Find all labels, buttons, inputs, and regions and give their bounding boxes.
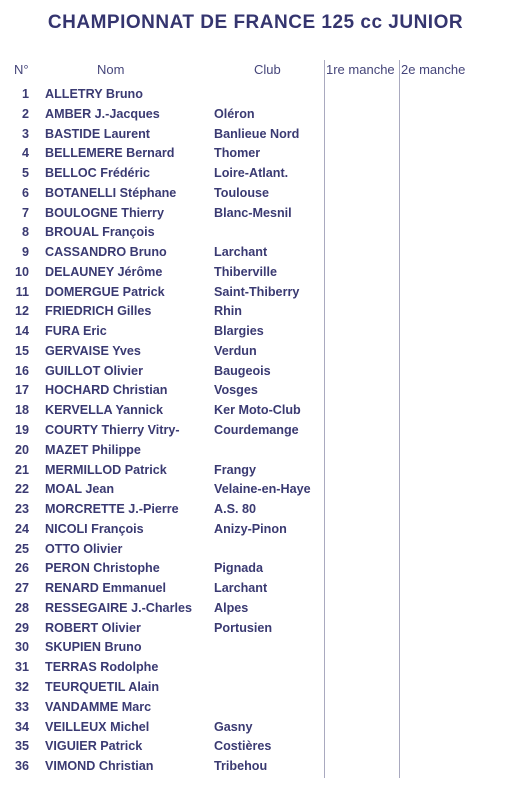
header-number: N° xyxy=(14,62,29,77)
rider-name: AMBER J.-Jacques xyxy=(45,106,160,121)
rider-row xyxy=(0,184,511,204)
rider-row xyxy=(0,381,511,401)
rider-club: Larchant xyxy=(214,245,268,260)
rider-number: 35 xyxy=(14,739,29,754)
rider-number: 12 xyxy=(14,304,29,319)
rider-name: TEURQUETIL Alain xyxy=(45,679,160,694)
rider-club: Courdemange xyxy=(214,423,299,438)
rider-name: MAZET Philippe xyxy=(45,442,141,457)
rider-name: MORCRETTE J.-Pierre xyxy=(45,502,179,517)
rider-number: 31 xyxy=(14,660,29,675)
rider-number: 1 xyxy=(21,87,29,101)
rider-number: 8 xyxy=(21,225,29,240)
rider-number: 21 xyxy=(14,462,29,477)
rider-list xyxy=(0,85,511,777)
rider-club: Oléron xyxy=(214,106,255,121)
rider-row xyxy=(0,322,511,342)
rider-row xyxy=(0,263,511,283)
rider-row xyxy=(0,480,511,500)
rider-number: 9 xyxy=(21,245,29,260)
rider-row xyxy=(0,204,511,224)
rider-row xyxy=(0,559,511,579)
rider-club: Loire-Atlant. xyxy=(214,166,289,181)
rider-number: 26 xyxy=(14,561,29,576)
rider-name: BROUAL François xyxy=(45,225,155,240)
rider-name: HOCHARD Christian xyxy=(45,383,168,398)
rider-club: Tribehou xyxy=(214,759,268,774)
rider-number: 24 xyxy=(14,521,29,536)
rider-number: 3 xyxy=(21,126,29,141)
rider-club: Verdun xyxy=(214,343,257,358)
rider-name: BOTANELLI Stéphane xyxy=(45,185,177,200)
header-name: Nom xyxy=(97,62,125,77)
rider-club: Thomer xyxy=(214,146,261,161)
rider-number: 6 xyxy=(21,185,29,200)
rider-name: DOMERGUE Patrick xyxy=(45,284,165,299)
rider-club: Pignada xyxy=(214,561,263,576)
rider-row xyxy=(0,658,511,678)
rider-name: FRIEDRICH Gilles xyxy=(45,304,152,319)
rider-row xyxy=(0,85,511,105)
rider-name: VEILLEUX Michel xyxy=(45,719,150,734)
rider-number: 19 xyxy=(14,423,29,438)
rider-number: 28 xyxy=(14,600,29,615)
rider-row xyxy=(0,698,511,718)
rider-number: 27 xyxy=(14,581,29,596)
rider-name: GERVAISE Yves xyxy=(45,343,141,358)
rider-row xyxy=(0,243,511,263)
rider-row xyxy=(0,362,511,382)
rider-number: 29 xyxy=(14,620,29,635)
rider-row xyxy=(0,461,511,481)
rider-row xyxy=(0,718,511,738)
rider-row xyxy=(0,500,511,520)
rider-club: Portusien xyxy=(214,620,273,635)
rider-row xyxy=(0,125,511,145)
rider-name: FURA Eric xyxy=(45,324,107,339)
rider-name: ROBERT Olivier xyxy=(45,620,141,635)
rider-club: Rhin xyxy=(214,304,242,319)
rider-club: Banlieue Nord xyxy=(214,126,300,141)
rider-row xyxy=(0,638,511,658)
rider-row xyxy=(0,105,511,125)
rider-club: Toulouse xyxy=(214,185,270,200)
rider-name: BELLOC Frédéric xyxy=(45,166,150,181)
rider-row xyxy=(0,342,511,362)
rider-number: 25 xyxy=(14,541,29,556)
rider-club: Baugeois xyxy=(214,363,271,378)
rider-name: COURTY Thierry Vitry- xyxy=(45,423,180,438)
rider-name: NICOLI François xyxy=(45,521,144,536)
rider-name: MERMILLOD Patrick xyxy=(45,462,167,477)
rider-club: Alpes xyxy=(214,600,249,615)
rider-row xyxy=(0,223,511,243)
rider-club: Blargies xyxy=(214,324,264,339)
rider-club: Ker Moto-Club xyxy=(214,403,301,418)
rider-club: Saint-Thiberry xyxy=(214,284,300,299)
rider-club: Larchant xyxy=(214,581,268,596)
rider-name: BELLEMERE Bernard xyxy=(45,146,175,161)
rider-row xyxy=(0,401,511,421)
rider-name: BOULOGNE Thierry xyxy=(45,205,164,220)
header-club: Club xyxy=(254,62,281,77)
rider-row xyxy=(0,441,511,461)
rider-row xyxy=(0,737,511,757)
rider-number: 16 xyxy=(14,363,29,378)
rider-number: 4 xyxy=(21,146,29,161)
rider-name: ALLETRY Bruno xyxy=(45,87,143,101)
rider-number: 17 xyxy=(14,383,29,398)
rider-club: Blanc-Mesnil xyxy=(214,205,292,220)
rider-club: Thiberville xyxy=(214,264,277,279)
rider-number: 14 xyxy=(14,324,29,339)
rider-number: 18 xyxy=(14,403,29,418)
rider-number: 20 xyxy=(14,442,29,457)
rider-row xyxy=(0,144,511,164)
rider-name: VIMOND Christian xyxy=(45,759,154,774)
rider-number: 33 xyxy=(14,699,29,714)
rider-row xyxy=(0,540,511,560)
rider-club: Velaine-en-Haye xyxy=(214,482,311,497)
header-second-heat: 2e manche xyxy=(401,62,466,77)
rider-name: SKUPIEN Bruno xyxy=(45,640,142,655)
page-title: CHAMPIONNAT DE FRANCE 125 cc JUNIOR xyxy=(47,12,464,33)
rider-name: DELAUNEY Jérôme xyxy=(45,264,163,279)
rider-row xyxy=(0,757,511,777)
rider-name: OTTO Olivier xyxy=(45,541,123,556)
rider-name: PERON Christophe xyxy=(45,561,160,576)
rider-number: 22 xyxy=(14,482,29,497)
header-first-heat: 1re manche xyxy=(326,62,395,77)
rider-name: CASSANDRO Bruno xyxy=(45,245,167,260)
rider-name: GUILLOT Olivier xyxy=(45,363,143,378)
rider-club: Gasny xyxy=(214,719,253,734)
rider-row xyxy=(0,520,511,540)
rider-club: Vosges xyxy=(214,383,258,398)
rider-name: RESSEGAIRE J.-Charles xyxy=(45,600,192,615)
rider-row xyxy=(0,164,511,184)
rider-name: RENARD Emmanuel xyxy=(45,581,167,596)
rider-number: 30 xyxy=(14,640,29,655)
rider-name: KERVELLA Yannick xyxy=(45,403,164,418)
rider-number: 7 xyxy=(21,205,29,220)
rider-number: 11 xyxy=(15,284,29,299)
rider-row xyxy=(0,302,511,322)
rider-row xyxy=(0,619,511,639)
rider-row xyxy=(0,599,511,619)
rider-row xyxy=(0,421,511,441)
rider-number: 2 xyxy=(21,106,29,121)
rider-number: 5 xyxy=(21,166,29,181)
rider-club: Frangy xyxy=(214,462,256,477)
rider-name: VIGUIER Patrick xyxy=(45,739,143,754)
rider-number: 10 xyxy=(14,264,29,279)
rider-number: 34 xyxy=(14,719,29,734)
rider-name: BASTIDE Laurent xyxy=(45,126,150,141)
rider-row xyxy=(0,283,511,303)
rider-row xyxy=(0,678,511,698)
rider-name: VANDAMME Marc xyxy=(45,699,152,714)
rider-club: A.S. 80 xyxy=(214,502,256,517)
rider-row xyxy=(0,579,511,599)
rider-number: 32 xyxy=(14,679,29,694)
rider-number: 23 xyxy=(14,502,29,517)
rider-number: 15 xyxy=(14,343,29,358)
rider-club: Costières xyxy=(214,739,272,754)
rider-name: TERRAS Rodolphe xyxy=(45,660,159,675)
rider-name: MOAL Jean xyxy=(45,482,115,497)
rider-club: Anizy-Pinon xyxy=(214,521,287,536)
rider-number: 36 xyxy=(14,759,29,774)
